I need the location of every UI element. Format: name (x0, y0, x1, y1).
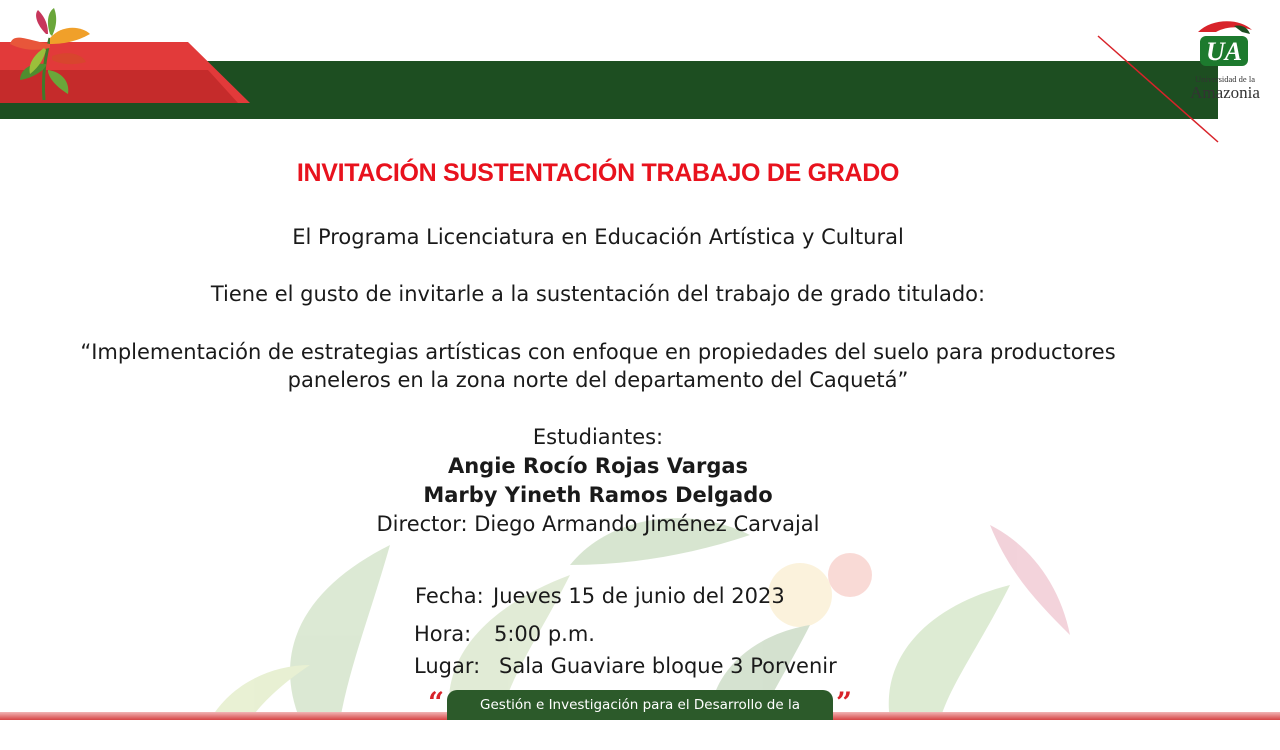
thesis-title-line1: “Implementación de estrategias artísticas con enfoque en propiedades del suelo para productores (80, 340, 1116, 364)
time-value: 5:00 p.m. (494, 622, 595, 646)
motto-close-quote: ” (836, 686, 853, 719)
director-line: Director: Diego Armando Jiménez Carvajal (376, 512, 820, 536)
logo-line2: Amazonia (1190, 83, 1260, 102)
invite-line: Tiene el gusto de invitarle a la sustentación del trabajo de grado titulado: (210, 282, 986, 306)
logo-line1: Universidad de la (1195, 74, 1255, 84)
motto-banner: Gestión e Investigación para el Desarrollo de la Amazonía (447, 690, 833, 720)
place-value: Sala Guaviare bloque 3 Porvenir (499, 654, 837, 678)
heliconia-flower-icon (6, 4, 96, 100)
students-label: Estudiantes: (532, 425, 664, 449)
date-label: Fecha: (415, 584, 484, 608)
invitation-title: INVITACIÓN SUSTENTACIÓN TRABAJO DE GRADO (296, 159, 900, 187)
universidad-amazonia-logo (1176, 18, 1274, 104)
program-line: El Programa Licenciatura en Educación Artística y Cultural (292, 225, 904, 249)
place-label: Lugar: (414, 654, 481, 678)
student-name-2: Marby Yineth Ramos Delgado (423, 483, 773, 507)
time-label: Hora: (414, 622, 472, 646)
student-name-1: Angie Rocío Rojas Vargas (447, 454, 749, 478)
thesis-title-line2: paneleros en la zona norte del departamento del Caquetá” (287, 368, 909, 392)
header-diagonal-line (0, 0, 1280, 160)
background-leaves-decoration (190, 505, 1090, 720)
motto-open-quote: “ (428, 686, 445, 719)
logo-initials: UA (1205, 37, 1243, 66)
date-value: Jueves 15 de junio del 2023 (493, 584, 785, 608)
